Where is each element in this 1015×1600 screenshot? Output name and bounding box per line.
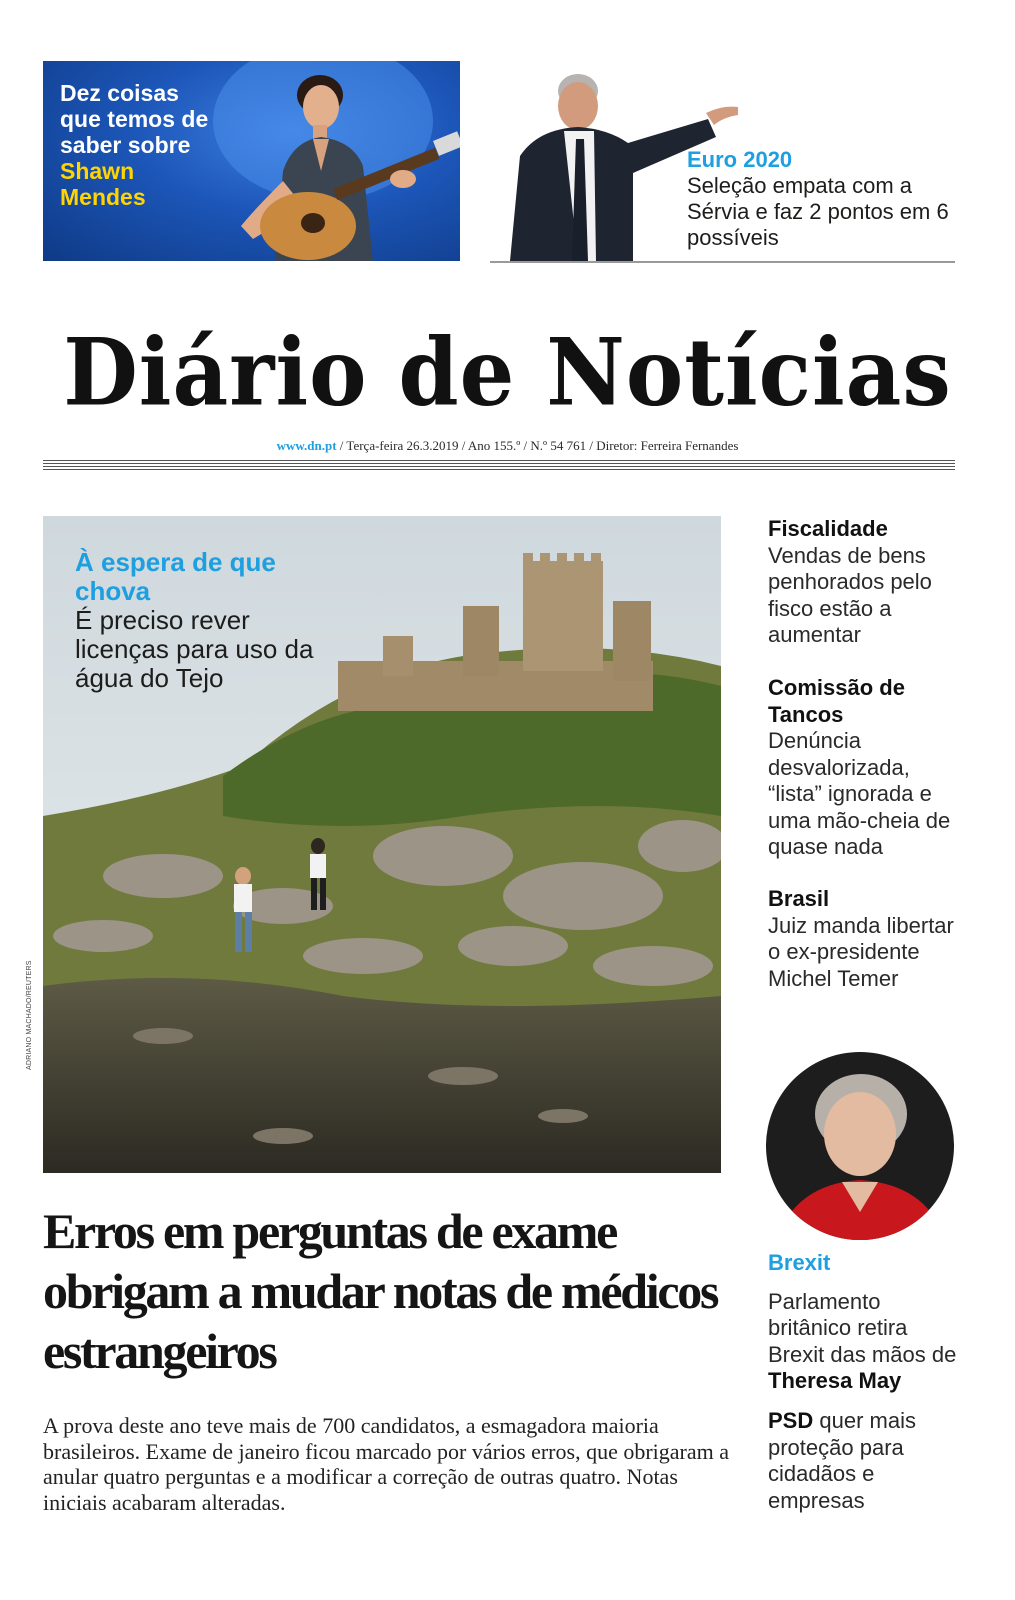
teaser-shawn-mendes[interactable] <box>43 61 460 261</box>
sidebar-text: Denúncia desvalorizada, “lista” ignorada e uma mão-cheia de quase nada <box>768 728 951 859</box>
dateline <box>0 438 1015 454</box>
site-link[interactable]: www.dn.pt <box>276 438 337 453</box>
photo-caption-text: É preciso rever licenças para uso da água do Tejo <box>75 605 314 693</box>
sidebar-item-tancos[interactable] <box>768 675 958 861</box>
teaser-music-highlight: Shawn Mendes <box>60 158 146 210</box>
psd-text: quer mais proteção para cidadãos e empresas <box>768 1408 916 1513</box>
brexit-name: Theresa May <box>768 1368 902 1393</box>
theresa-may-portrait[interactable] <box>766 1052 954 1240</box>
teaser-music-text <box>60 80 220 210</box>
singer-photo <box>213 61 460 261</box>
teaser-euro-2020[interactable] <box>490 61 955 263</box>
sidebar-kicker: Brasil <box>768 886 830 911</box>
teaser-sport-kicker: Euro 2020 <box>687 147 793 172</box>
sidebar-text: Juiz manda libertar o ex-presidente Michel Temer <box>768 912 954 991</box>
sidebar-text: Vendas de bens penhorados pelo fisco estão a aumentar <box>768 542 932 647</box>
sidebar-kicker: Fiscalidade <box>768 516 888 541</box>
psd-kicker: PSD <box>768 1408 814 1433</box>
teaser-sport-headline: Seleção empata com a Sérvia e faz 2 pontos em 6 possíveis <box>687 173 949 250</box>
main-headline[interactable]: Erros em perguntas de exame obrigam a mudar notas de médicos estrangeiros <box>43 1203 718 1379</box>
portrait-illustration <box>766 1052 954 1240</box>
brexit-kicker: Brexit <box>768 1250 831 1275</box>
sidebar-item-fiscalidade[interactable] <box>768 516 958 649</box>
sidebar-item-brexit[interactable] <box>768 1250 958 1395</box>
teaser-sport-rule <box>490 261 955 263</box>
sidebar-kicker: Comissão de Tancos <box>768 675 905 727</box>
teaser-music-lead: Dez coisas que temos de saber sobre <box>60 80 209 158</box>
sidebar-item-brasil[interactable] <box>768 886 958 992</box>
sidebar-item-psd[interactable] <box>768 1408 958 1514</box>
main-lead: A prova deste ano teve mais de 700 candidatos, a esmagadora maioria brasileiros. Exame de janeiro ficou marcado por vários erros, que obrigaram a anular quatro perguntas e a modificar a correção de outras quatro. Notas iniciais acabaram alteradas. <box>43 1413 730 1515</box>
photo-caption <box>75 548 315 693</box>
brexit-text: Parlamento britânico retira Brexit das mãos de <box>768 1288 957 1367</box>
teaser-sport-text <box>687 147 957 251</box>
photo-credit: ADRIANO MACHADO/REUTERS <box>26 960 33 1070</box>
dateline-details: / Terça-feira 26.3.2019 / Ano 155.º / N.º 54 761 / Diretor: Ferreira Fernandes <box>336 438 739 453</box>
photo-caption-kicker: À espera de que chova <box>75 547 276 606</box>
masthead-rules <box>43 460 955 476</box>
masthead-title[interactable]: Diário de Notícias <box>63 317 952 427</box>
